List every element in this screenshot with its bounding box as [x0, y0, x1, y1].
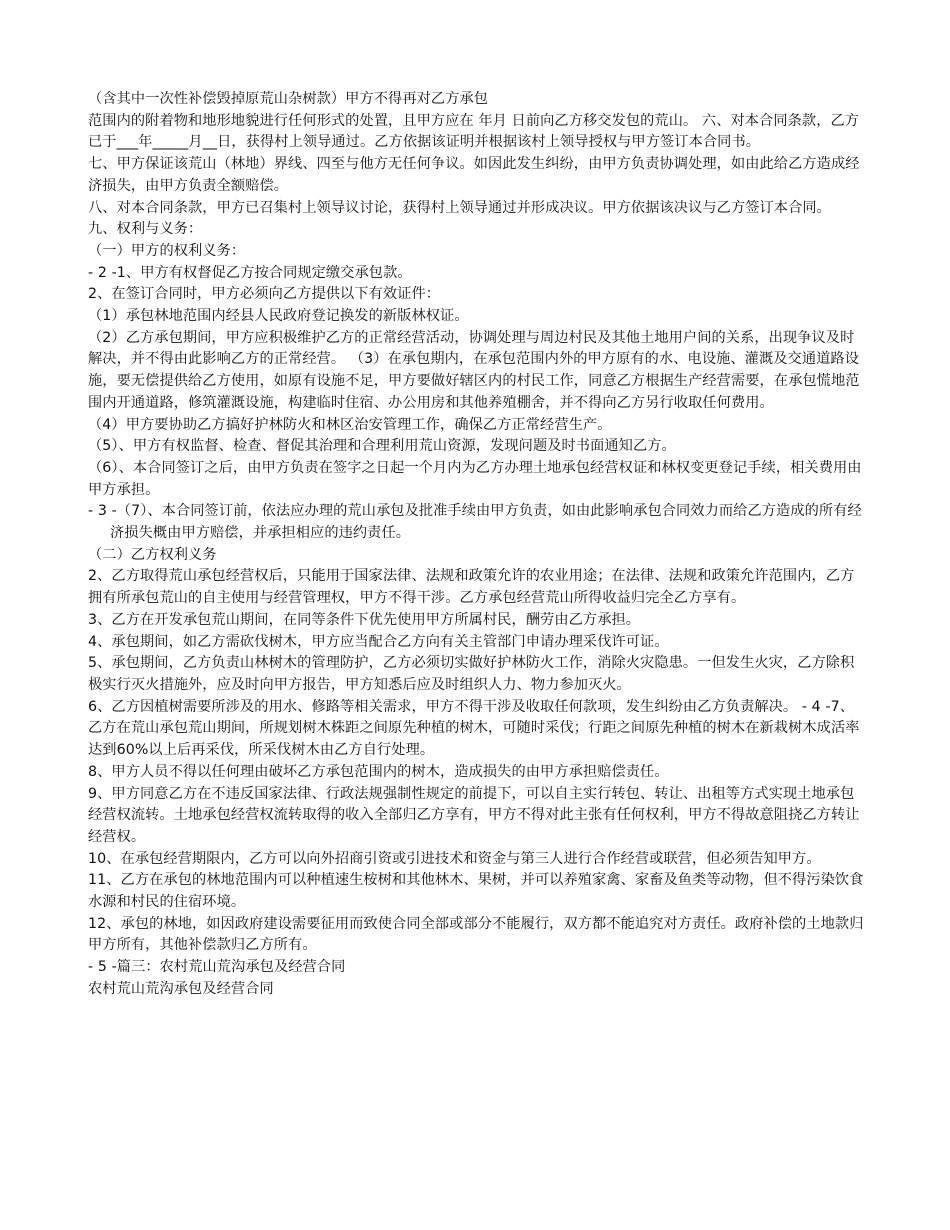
paragraph: 2、在签订合同时，甲方必须向乙方提供以下有效证件： — [88, 286, 441, 303]
section-heading: 九、权利与义务： — [88, 221, 203, 238]
subsection-heading: （二）乙方权利义务 — [88, 546, 217, 563]
document-title: 农村荒山荒沟承包及经营合同 — [88, 980, 274, 997]
paragraph: 八、对本合同条款，甲方已召集村上领导议讨论，获得村上领导通过并形成决议。甲方依据该决议与乙方签订本合同。 — [88, 199, 831, 216]
paragraph: 10、在承包经营期限内，乙方可以向外招商引资或引进技术和资金与第三人进行合作经营或联营，但必须告知甲方。 — [88, 850, 821, 867]
paragraph: 12、承包的林地，如因政府建设需要征用而致使合同全部或部分不能履行，双方都不能追究对方责任。政府补偿的土地款归甲方所有，其他补偿款归乙方所有。 — [88, 915, 864, 954]
paragraph: 范围内的附着物和地形地貌进行任何形式的处置，且甲方应在 年月 日前向乙方移交发包的荒山。 六、对本合同条款，乙方已于___年_____月__日，获得村上领导通过。乙方依据该证明并根据该村上领导授权与甲方签订本合同书。 — [88, 112, 860, 151]
paragraph: （6）、本合同签订之后，由甲方负责在签字之日起一个月内为乙方办理土地承包经营权证和林权变更登记手续，相关费用由甲方承担。 — [88, 459, 862, 498]
paragraph: 2、乙方取得荒山承包经营权后，只能用于国家法律、法规和政策允许的农业用途；在法律、法规和政策允许范围内，乙方拥有所承包荒山的自主使用与经营管理权，甲方不得干涉。乙方承包经营荒山所得收益归完全乙方享有。 — [88, 568, 855, 607]
paragraph: 七、甲方保证该荒山（林地）界线、四至与他方无任何争议。如因此发生纠纷，由甲方负责协调处理，如由此给乙方造成经济损失，由甲方负责全额赔偿。 — [88, 156, 860, 194]
paragraph: （含其中一次性补偿毁掉原荒山杂树款）甲方不得再对乙方承包 — [88, 91, 489, 107]
paragraph: 5、承包期间，乙方负责山林树木的管理防护，乙方必须切实做好护林防火工作，消除火灾隐患。一但发生火灾，乙方除积极实行灭火措施外，应及时向甲方报告，甲方知悉后应及时组织人力、物力参加灭火。 — [88, 655, 855, 693]
paragraph: - 3 -（7）、本合同签订前，依法应办理的荒山承包及批准手续由甲方负责，如由此影响承包合同效力而给乙方造成的所有经济损失概由甲方赔偿，并承担相应的违约责任。 — [88, 503, 862, 542]
paragraph: - 5 -篇三：农村荒山荒沟承包及经营合同 — [88, 959, 346, 976]
paragraph: 6、乙方因植树需要所涉及的用水、修路等相关需求，甲方不得干涉及收取任何款项，发生纠纷由乙方负责解决。 - 4 -7、乙方在荒山承包荒山期间，所规划树木株距之间原先种植的树木，可随时采伐；行距之间原先种植的树木在新栽树木成活率达到60%以上后再采伐，所采伐树木由乙方自行处理。 — [88, 698, 860, 759]
paragraph: 9、甲方同意乙方在不违反国家法律、行政法规强制性规定的前提下，可以自主实行转包、转让、出租等方式实现土地承包经营权流转。土地承包经营权流转取得的收入全部归乙方享有，甲方不得对此主张有任何权利，甲方不得故意阻挠乙方转让经营权。 — [88, 785, 860, 845]
document-page — [88, 89, 866, 1001]
paragraph: （2）乙方承包期间，甲方应积极维护乙方的正常经营活动，协调处理与周边村民及其他土地用户间的关系，出现争议及时解决，并不得由此影响乙方的正常经营。 （3）在承包期内，在承包范围内外的甲方原有的水、电设施、灌溉及交通道路设施，要无偿提供给乙方使用，如原有设施不足，甲方要做好辖区内的村民工作，同意乙方根据生产经营需要，在承包慌地范围内开通道路，修筑灌溉设施，构建临时住宿、办公用房和其他养殖棚舍，并不得向乙方另行收取任何费用。 — [88, 329, 860, 411]
subsection-heading: （一）甲方的权利义务： — [88, 242, 246, 259]
paragraph: 8、甲方人员不得以任何理由破坏乙方承包范围内的树木，造成损失的由甲方承担赔偿责任。 — [88, 763, 669, 780]
paragraph: （5）、甲方有权监督、检查、督促其治理和合理利用荒山资源，发现问题及时书面通知乙方。 — [88, 438, 676, 455]
paragraph: （1）承包林地范围内经县人民政府登记换发的新版林权证。 — [88, 308, 469, 325]
paragraph: 4、承包期间，如乙方需砍伐树木，甲方应当配合乙方向有关主管部门申请办理采伐许可证。 — [88, 633, 669, 650]
paragraph: - 2 -1、甲方有权督促乙方按合同规定缴交承包款。 — [88, 264, 412, 281]
paragraph: 11、乙方在承包的林地范围内可以种植速生桉树和其他林木、果树，并可以养殖家禽、家畜及鱼类等动物，但不得污染饮食水源和村民的住宿环境。 — [88, 872, 864, 911]
paragraph: （4）甲方要协助乙方搞好护林防火和林区治安管理工作，确保乙方正常经营生产。 — [88, 416, 612, 433]
paragraph: 3、乙方在开发承包荒山期间，在同等条件下优先使用甲方所属村民，酬劳由乙方承担。 — [88, 611, 641, 628]
